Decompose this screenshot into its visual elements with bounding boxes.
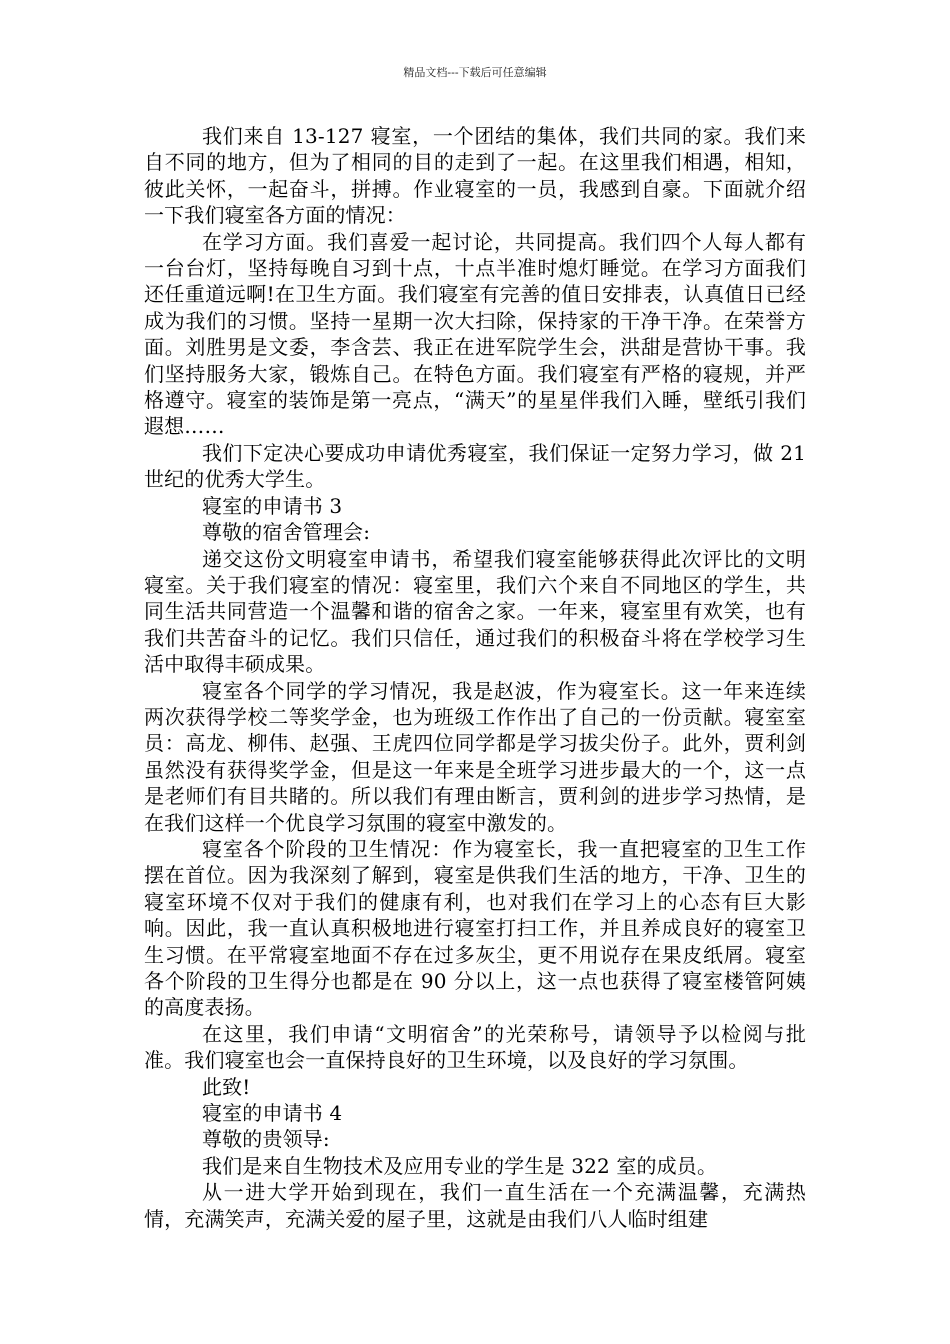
paragraph-request: 在这里，我们申请“文明宿舍”的光荣称号，请领导予以检阅与批准。我们寝室也会一直保持良好的卫生环境，以及良好的学习氛围。 bbox=[144, 1021, 806, 1073]
paragraph-submission: 递交这份文明寝室申请书，希望我们寝室能够获得此次评比的文明寝室。关于我们寝室的情况：寝室里，我们六个来自不同地区的学生，共同生活共同营造一个温馨和谐的宿舍之家。一年来，寝室里有欢笑，也有我们共苦奋斗的记忆。我们只信任，通过我们的积极奋斗将在学校学习生活中取得丰硕成果。 bbox=[144, 546, 806, 677]
document-body bbox=[144, 123, 806, 1232]
paragraph-aspects: 在学习方面。我们喜爱一起讨论，共同提高。我们四个人每人都有一台台灯，坚持每晚自习到十点，十点半准时熄灯睡觉。在学习方面我们还任重道远啊!在卫生方面。我们寝室有完善的值日安排表，认真值日已经成为我们的习惯。坚持一星期一次大扫除，保持家的干净干净。在荣誉方面。刘胜男是文委，李含芸、我正在进军院学生会，洪甜是营协干事。我们坚持服务大家，锻炼自己。在特色方面。我们寝室有严格的寝规，并严格遵守。寝室的装饰是第一亮点，“满天”的星星伴我们入睡，壁纸引我们遐想…… bbox=[144, 229, 806, 439]
closing-line: 此致! bbox=[202, 1074, 251, 1099]
section-heading-3: 寝室的申请书 3 bbox=[202, 493, 343, 518]
page-header: 精品文档---下载后可任意编辑 bbox=[403, 66, 547, 79]
salutation-3: 尊敬的宿舍管理会: bbox=[202, 520, 371, 545]
paragraph-intro: 我们来自 13-127 寝室，一个团结的集体，我们共同的家。我们来自不同的地方，但为了相同的目的走到了一起。在这里我们相遇，相知，彼此关怀，一起奋斗，拼搏。作业寝室的一员，我感到自豪。下面就介绍一下我们寝室各方面的情况： bbox=[144, 124, 806, 228]
paragraph-members: 我们是来自生物技术及应用专业的学生是 322 室的成员。 bbox=[202, 1153, 718, 1178]
salutation-4: 尊敬的贵领导: bbox=[202, 1127, 330, 1152]
paragraph-hygiene: 寝室各个阶段的卫生情况：作为寝室长，我一直把寝室的卫生工作摆在首位。因为我深刻了解到，寝室是供我们生活的地方，干净、卫生的寝室环境不仅对于我们的健康有利，也对我们在学习上的心态有巨大影响。因此，我一直认真积极地进行寝室打扫工作，并且养成良好的寝室卫生习惯。在平常寝室地面不存在过多灰尘，更不用说存在果皮纸屑。寝室各个阶段的卫生得分也都是在 90 分以上，这一点也获得了寝室楼管阿姨的高度表扬。 bbox=[144, 836, 806, 1020]
section-heading-4: 寝室的申请书 4 bbox=[202, 1101, 343, 1126]
paragraph-home: 从一进大学开始到现在，我们一直生活在一个充满温馨，充满热情，充满笑声，充满关爱的屋子里，这就是由我们八人临时组建 bbox=[144, 1180, 806, 1231]
paragraph-study: 寝室各个同学的学习情况，我是赵波，作为寝室长。这一年来连续两次获得学校二等奖学金，也为班级工作作出了自己的一份贡献。寝室室员：高龙、柳伟、赵强、王虎四位同学都是学习拔尖份子。此外，贾利剑虽然没有获得奖学金，但是这一年来是全班学习进步最大的一个，这一点是老师们有目共睹的。所以我们有理由断言，贾利剑的进步学习热情，是在我们这样一个优良学习氛围的寝室中激发的。 bbox=[144, 678, 806, 835]
paragraph-resolution: 我们下定决心要成功申请优秀寝室，我们保证一定努力学习，做 21 世纪的优秀大学生。 bbox=[144, 440, 806, 492]
